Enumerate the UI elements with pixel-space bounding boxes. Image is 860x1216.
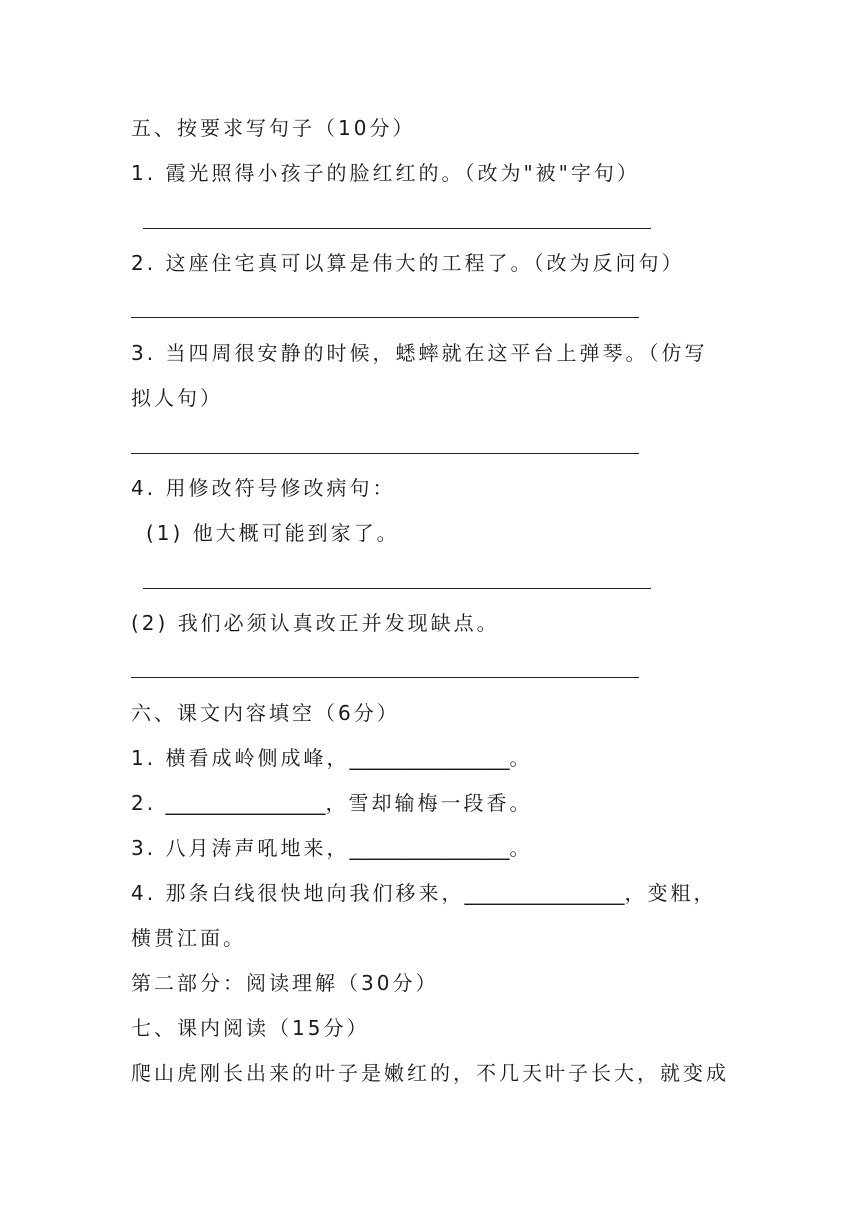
answer-line-3: [131, 453, 639, 454]
question-1: 1. 霞光照得小孩子的脸红红的。（改为"被"字句）: [131, 161, 640, 185]
fill-4: [131, 879, 716, 907]
question-3-line2: 拟人句）: [131, 386, 223, 410]
fill-4-text: 4. 那条白线很快地向我们移来，: [131, 881, 465, 905]
fill-1: [131, 744, 532, 772]
fill-3-blank: ________________: [349, 836, 510, 860]
fill-4-blank: ________________: [464, 881, 625, 905]
section6-heading: 六、课文内容填空（6分）: [131, 701, 400, 725]
answer-line-4-2: [131, 677, 639, 678]
fill-3-text: 3. 八月涛声吼地来，: [131, 836, 350, 860]
fill-2-num: 2.: [131, 791, 166, 815]
section5-heading: 五、按要求写句子（10分）: [131, 116, 416, 140]
question-3-line1: 3. 当四周很安静的时候，蟋蟀就在这平台上弹琴。（仿写: [131, 341, 708, 365]
question-4-1: (1) 他大概可能到家了。: [146, 521, 400, 545]
question-4: 4. 用修改符号修改病句：: [131, 476, 396, 500]
fill-1-text: 1. 横看成岭侧成峰，: [131, 746, 350, 770]
section7-heading: 七、课内阅读（15分）: [131, 1016, 370, 1040]
fill-2-text: ，雪却输梅一段香。: [325, 791, 533, 815]
fill-2: [131, 789, 532, 817]
answer-line-1: [143, 228, 651, 229]
fill-3: [131, 834, 532, 862]
fill-2-blank: ________________: [165, 791, 326, 815]
fill-1-blank: ________________: [349, 746, 510, 770]
fill-1-end: 。: [509, 746, 533, 770]
part2-heading: 第二部分：阅读理解（30分）: [131, 971, 439, 995]
fill-4-end: ，变粗，: [624, 881, 717, 905]
question-2: 2. 这座住宅真可以算是伟大的工程了。（改为反问句）: [131, 251, 685, 275]
fill-4-line2: 横贯江面。: [131, 926, 246, 950]
answer-line-4-1: [143, 588, 651, 589]
answer-line-2: [131, 317, 639, 318]
question-4-2: (2) 我们必须认真改正并发现缺点。: [131, 611, 500, 635]
fill-3-end: 。: [509, 836, 533, 860]
passage-line-1: 爬山虎刚长出来的叶子是嫩红的，不几天叶子长大，就变成: [131, 1061, 729, 1085]
